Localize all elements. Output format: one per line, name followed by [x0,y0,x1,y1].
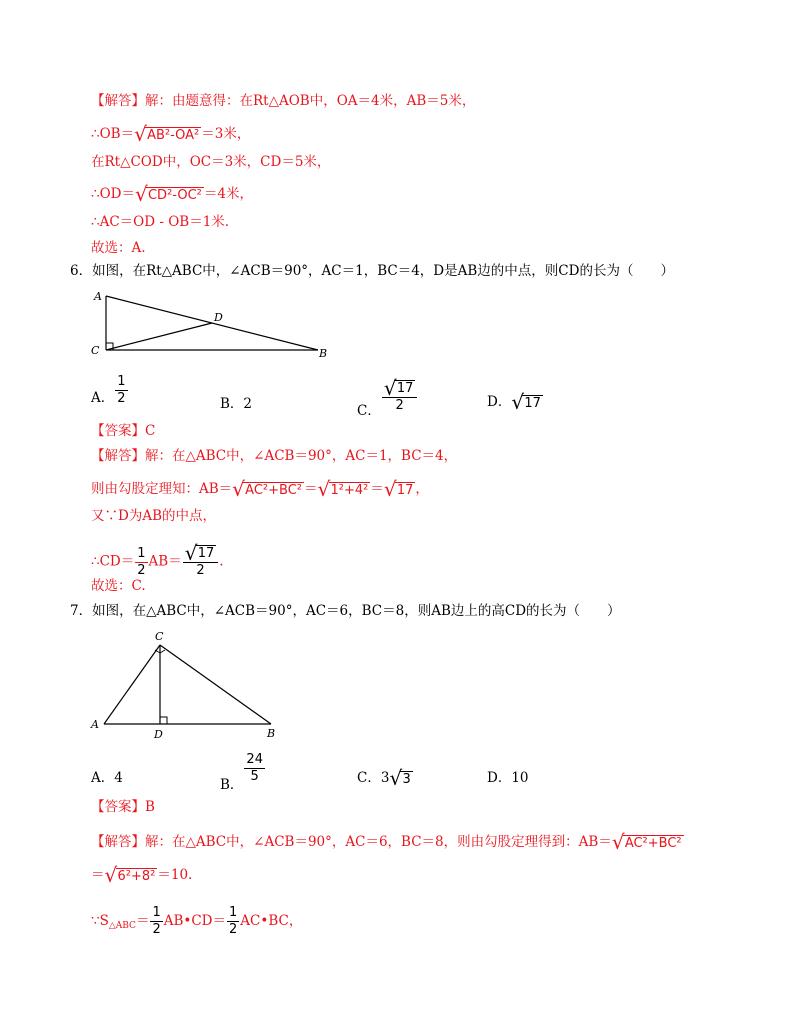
q7-side-ac [104,645,160,724]
q7-side-cb [160,645,271,724]
q7-half-fraction-1: $\frac{1}{2}$ [152,905,161,937]
q6-option-c-label: C． [357,402,381,419]
q6-label-b: B [319,347,328,360]
q7-label-a: A [91,718,99,731]
q5-solution-line6: 故选：A. [91,240,146,256]
q6-label-d: D [214,311,223,324]
q7-solution-line1: 【解答】解：在△ABC中，∠ACB＝90°，AC＝6，BC＝8，则由勾股定理得到：AB＝ √ AC²+BC² [91,829,682,854]
q5-solution-line1: 【解答】解：由题意得：在Rt△AOB中，OA＝4米，AB＝5米， [91,93,476,109]
sqrt-icon: √ 17 [511,389,541,414]
q5-solution-line5: ∴AC＝OD - OB＝1米. [91,214,230,230]
q6-option-b-value: 2 [243,396,253,412]
q7-option-b-fraction: $\frac{24}{5}$ [246,752,263,784]
q7-option-a-label: A． [91,770,115,786]
q6-label-c: C [91,344,100,357]
q6-solution-line5: 故选：C. [91,578,146,594]
q5-od-lhs: ∴OD＝ [91,186,135,202]
q7-half-fraction-2: $\frac{1}{2}$ [229,905,238,937]
q6-option-a-fraction: $\frac{1}{2}$ [117,374,126,406]
q5-od-radicand: CD²-OC² [147,187,202,203]
right-angle-icon [160,717,167,724]
q7-figure [88,628,288,744]
sqrt-icon: √ AC²+BC² [232,476,302,501]
q6-option-d [487,389,543,414]
sqrt-icon: √ CD²-OC² [134,181,202,206]
q6-half-fraction: $\frac{1}{2}$ [137,545,146,578]
q7-label-b: B [267,727,276,740]
q6-answer: 【答案】C [91,423,156,439]
q6-solution-line4: ∴CD＝ $\frac{1}{2}$ AB＝ √ 17 2 . [91,541,224,578]
sqrt-icon: √ 3 [389,765,411,790]
q7-solution-line2: ＝ √ 6²+8² ＝10. [91,862,193,887]
q6-result-fraction: √ 17 2 [183,545,219,579]
q7-solution-line3: $\because S_{\triangle ABC}=$ $\frac{1}{2}$ AB•CD＝ $\frac{1}{2}$ AC•BC， [91,905,303,937]
q5-solution-line3: 在Rt△COD中，OC＝3米，CD＝5米， [91,154,331,170]
q6-solution-line3: 又∵D为AB的中点， [91,508,216,524]
sqrt-icon: √ 17 [383,476,414,501]
q7-option-a-value: 4 [114,770,123,786]
q7-answer: 【答案】B [91,799,155,815]
q5-ob-lhs: ∴OB＝ [91,126,135,142]
sqrt-icon: √ AB²-OA² [134,121,200,146]
q7-option-d-label: D． [487,770,512,786]
q7-stem: 7．如图，在△ABC中，∠ACB＝90°，AC＝6，BC＝8，则AB边上的高CD的长为（ ） [70,603,621,619]
sqrt-icon: √ 17 [184,541,215,565]
q7-option-c-coefficient: 3 [380,770,390,786]
q7-option-b-label: B． [220,777,244,793]
q5-ob-result: ＝3米， [201,126,251,142]
q6-figure [88,286,338,362]
q7-option-b [220,752,266,793]
q5-solution-line2 [91,121,251,146]
q6-solution-line2: 则由勾股定理知：AB＝ √ AC²+BC² ＝ √ 1²+4² ＝ √ 17 ， [91,476,429,501]
q6-option-b-label: B． [220,396,244,412]
q6-option-d-label: D． [487,394,512,410]
q6-solution-line1: 【解答】解：在△ABC中，∠ACB＝90°，AC＝1，BC＝4， [91,448,458,464]
q5-od-result: ＝4米， [203,186,253,202]
sqrt-icon: √ AC²+BC² [611,829,682,854]
q5-ob-radicand: AB²-OA² [147,127,200,143]
q6-option-b [220,395,252,413]
q6-option-a [91,374,129,415]
q7-option-a [91,769,123,787]
q7-area-subscript: △ABC [108,921,136,931]
sqrt-icon: √ 1²+4² [317,476,369,501]
sqrt-icon: √ 17 [383,376,414,400]
q5-solution-line4 [91,181,253,206]
q6-option-c [357,376,418,419]
q7-option-c-label: C． [357,770,381,786]
q6-option-c-fraction: √ 17 2 [382,380,418,414]
q7-option-d-value: 10 [511,770,529,786]
sqrt-icon: √ 6²+8² [104,862,156,887]
q7-option-d [487,769,529,787]
q6-option-a-label: A． [91,390,115,406]
q7-option-c [357,765,413,790]
q6-label-a: A [94,290,102,303]
q7-label-c: C [155,630,164,643]
q6-segment-cd [106,323,212,350]
q6-stem: 6．如图，在Rt△ABC中，∠ACB＝90°，AC＝1，BC＝4，D是AB边的中点，则CD的长为（ ） [70,263,674,279]
q7-label-d: D [154,728,163,741]
